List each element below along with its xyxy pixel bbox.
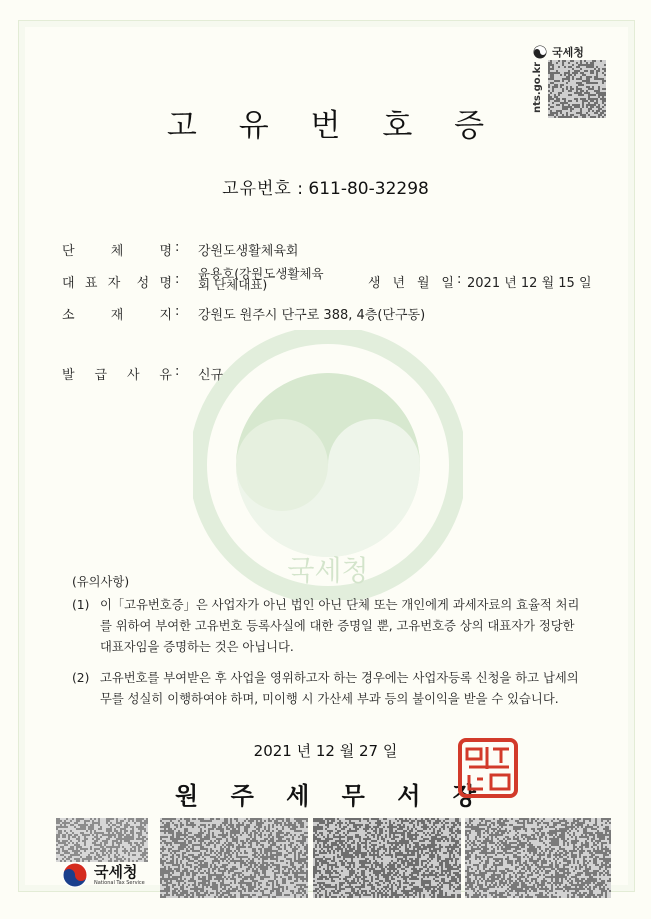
nts-symbol-icon xyxy=(533,45,547,59)
document-title: 고 유 번 호 증 xyxy=(166,108,501,144)
brand-label: 국세청 xyxy=(552,46,584,59)
field-rep-label: 대 표 자 성 명 xyxy=(62,276,172,291)
certificate-page: 국세청 국세청 nts.go.kr 고 유 번 호 증 고유번호 : 611-80-32298 단 체 명 : 강원도생활체육회 대 표 자 성 명 : 윤용호(강원도생활체육 회 단체대표) 생 년 월 일 : 2021 년 12 월 15 일 소 재 지 : 강원도 원주시 단구로 388, 4층(단구동) 발 급 사 유 : 신규 (유의사항) (1) 이「고유번호증」은 사업자가 아닌 법인 아닌 단체 또는 개인에게 과세자료의 효율적 처리를 위하여 부여한 고유번호 등록사실에 대한 증명일 뿐, 고유번호증 상의 대표자가 정당한 대표자임을 증명하는 것은 아닙니다. (2) 고유번호를 부여받은 후 사업을 영위하고자 하는 경우에는 사업자등록 신청을 하고 납세의무를 성실히 이행하여야 하며, 미이행 시 가산세 부과 등의 불이익을 받을 수 있습니다. 2021 년 12 월 27 일 원 주 세 무 서 장 국세청 National Tax Service xyxy=(0,0,651,919)
note-text: 이「고유번호증」은 사업자가 아닌 법인 아닌 단체 또는 개인에게 과세자료의 효율적 처리를 위하여 부여한 고유번호 등록사실에 대한 증명일 뿐, 고유번호증 상의 대표자가 정당한 대표자임을 증명하는 것은 아닙니다. xyxy=(100,598,580,654)
field-org-label: 단 체 명 xyxy=(62,244,172,259)
registration-number: 611-80-32298 xyxy=(308,179,429,199)
field-addr-label: 소 재 지 xyxy=(62,308,172,323)
note-item: (1) 이「고유번호증」은 사업자가 아닌 법인 아닌 단체 또는 개인에게 과세자료의 효율적 처리를 위하여 부여한 고유번호 등록사실에 대한 증명일 뿐, 고유번호증 상의 대표자가 정당한 대표자임을 증명하는 것은 아닙니다. xyxy=(72,595,592,658)
field-birth-value: 2021 년 12 월 15 일 xyxy=(467,276,592,291)
official-seal-stamp xyxy=(457,737,519,799)
nts-watermark-emblem xyxy=(193,330,463,600)
field-org-value: 강원도생활체육회 xyxy=(198,244,299,259)
nts-logo-footer xyxy=(62,862,145,888)
field-addr-value: 강원도 원주시 단구로 388, 4층(단구동) xyxy=(198,308,426,323)
field-rep-value: 윤용호(강원도생활체육 회 단체대표) xyxy=(198,266,324,292)
notes-section xyxy=(72,572,592,710)
registration-number-line: 고유번호 : 611-80-32298 xyxy=(222,179,429,199)
footer-brand-en: National Tax Service xyxy=(94,880,145,886)
verification-code-3 xyxy=(313,818,461,898)
issue-date: 2021 년 12 월 27 일 xyxy=(253,742,398,760)
site-label: nts.go.kr xyxy=(532,61,544,114)
verification-code-1 xyxy=(56,818,148,862)
field-reason-label: 발 급 사 유 xyxy=(62,368,172,383)
field-birth-label: 생 년 월 일 xyxy=(368,276,454,291)
field-reason-value: 신규 xyxy=(198,368,224,383)
watermark-text: 국세청 xyxy=(287,554,369,587)
notes-heading: (유의사항) xyxy=(72,575,130,589)
footer-brand: 국세청 xyxy=(94,863,138,881)
issuing-office: 원 주 세 무 서 장 xyxy=(175,782,488,810)
note-item: (2) 고유번호를 부여받은 후 사업을 영위하고자 하는 경우에는 사업자등록 신청을 하고 납세의무를 성실히 이행하여야 하며, 미이행 시 가산세 부과 등의 불이익을 받을 수 있습니다. xyxy=(72,668,592,710)
note-text: 고유번호를 부여받은 후 사업을 영위하고자 하는 경우에는 사업자등록 신청을 하고 납세의무를 성실히 이행하여야 하며, 미이행 시 가산세 부과 등의 불이익을 받을 수 있습니다. xyxy=(100,671,579,706)
nts-logo-top xyxy=(533,44,584,60)
verification-code-4 xyxy=(465,818,611,898)
verification-code-2 xyxy=(160,818,308,898)
registration-label: 고유번호 xyxy=(222,179,292,199)
nts-symbol-icon xyxy=(62,862,88,888)
